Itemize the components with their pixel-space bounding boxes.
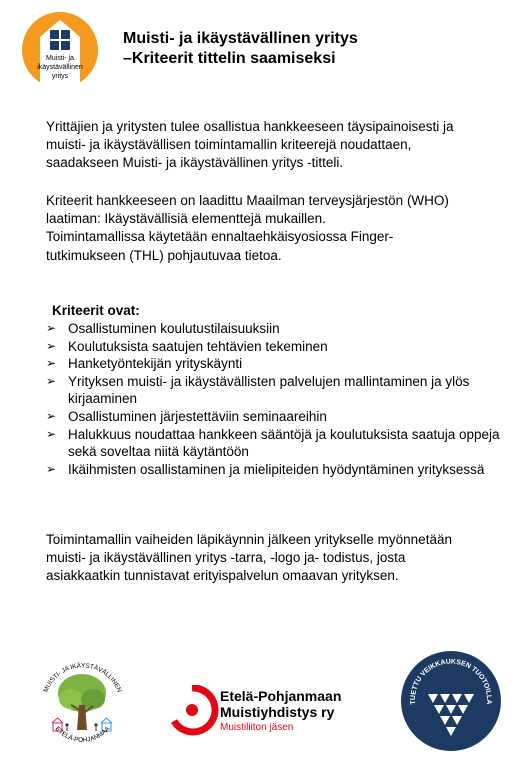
muisti-line-1: Etelä-Pohjanmaan bbox=[220, 688, 342, 704]
list-item: ➢ Osallistuminen koulutustilaisuuksiin bbox=[46, 321, 280, 336]
tree-logo bbox=[35, 655, 130, 750]
text-line: Toimintamallissa käytetään ennaltaehkäisyosiossa Finger- bbox=[46, 229, 394, 245]
veikkaus-logo bbox=[400, 650, 502, 752]
arrow-bullet-icon: ➢ bbox=[46, 408, 57, 423]
intro-paragraph-1 bbox=[46, 118, 516, 173]
text-line: Toimintamallin vaiheiden läpikäynnin jälkeen yritykselle myönnetään bbox=[46, 532, 452, 547]
tree-logo-top-text: MUISTI- JA IKÄYSTÄVÄLLINEN bbox=[42, 662, 123, 694]
list-item: ➢ Ikäihmisten osallistaminen ja mielipiteiden hyödyntäminen yrityksessä bbox=[46, 461, 485, 477]
tree-logo-bottom-text: ETELÄ-POHJANMAA bbox=[53, 725, 112, 744]
list-item: ➢ Koulutuksista saatujen tehtävien tekeminen bbox=[46, 338, 328, 354]
list-item: ➢ Yrityksen muisti- ja ikäystävällisten palvelujen mallintaminen ja ylös kirjaaminen bbox=[46, 373, 470, 407]
intro-paragraph-2 bbox=[46, 192, 516, 265]
red-dot-icon bbox=[186, 704, 198, 716]
text-line: tutkimukseen (THL) pohjautuvaa tietoa. bbox=[46, 247, 282, 263]
text-line: Yrittäjien ja yritysten tulee osallistua hankkeeseen täysipainoisesti ja bbox=[46, 119, 454, 134]
criteria-list bbox=[46, 320, 521, 478]
logo-line-2: ikäystävällinen bbox=[37, 64, 83, 71]
arrow-bullet-icon: ➢ bbox=[46, 373, 57, 388]
list-item: ➢ Hanketyöntekijän yrityskäynti bbox=[46, 356, 243, 372]
page-title bbox=[123, 29, 358, 69]
text-line: Kriteerit hankkeeseen on laadittu Maailman terveysjärjestön (WHO) bbox=[46, 193, 449, 208]
arrow-bullet-icon: ➢ bbox=[46, 356, 57, 371]
company-logo-top bbox=[20, 8, 100, 98]
muistiyhdistys-logo bbox=[170, 685, 370, 740]
text-line: laatiman: Ikäystävällisiä elementtejä mukaillen. bbox=[46, 211, 326, 227]
closing-paragraph bbox=[46, 531, 516, 586]
criteria-heading: Kriteerit ovat: bbox=[52, 303, 140, 318]
text-line: asiakkaatkin tunnistavat erityispalvelun omaavan yrityksen. bbox=[46, 568, 399, 584]
arrow-bullet-icon: ➢ bbox=[46, 338, 57, 353]
logo-line-1: Muisti- ja bbox=[45, 55, 75, 62]
title-line-1: Muisti- ja ikäystävällinen yritys bbox=[123, 30, 358, 47]
arrow-bullet-icon: ➢ bbox=[46, 461, 57, 476]
arrow-bullet-icon: ➢ bbox=[46, 426, 57, 441]
list-item: ➢ Osallistuminen järjestettäviin seminaareihin bbox=[46, 408, 327, 424]
text-line: muisti- ja ikäystävällisen toimintamallin kriteerejä noudattaen, bbox=[46, 137, 412, 153]
text-line: muisti- ja ikäystävällinen yritys -tarra, -logo ja- todistus, josta bbox=[46, 550, 406, 566]
list-item: ➢ Halukkuus noudattaa hankkeen sääntöjä ja koulutuksista saatuja oppeja sekä soveltaa niitä käytäntöön bbox=[46, 426, 500, 460]
muisti-line-2: Muistiyhdistys ry bbox=[220, 704, 335, 720]
text-line: saadakseen Muisti- ja ikäystävällinen yritys -titteli. bbox=[46, 155, 344, 171]
logo-line-3: yritys bbox=[51, 73, 69, 80]
veikkaus-text: TUETTU VEIKKAUKSEN TUOTOILLA bbox=[409, 658, 493, 705]
arrow-bullet-icon: ➢ bbox=[46, 321, 57, 335]
muisti-line-3: Muistiliiton jäsen bbox=[220, 722, 294, 733]
title-line-2: –Kriteerit tittelin saamiseksi bbox=[123, 50, 336, 67]
